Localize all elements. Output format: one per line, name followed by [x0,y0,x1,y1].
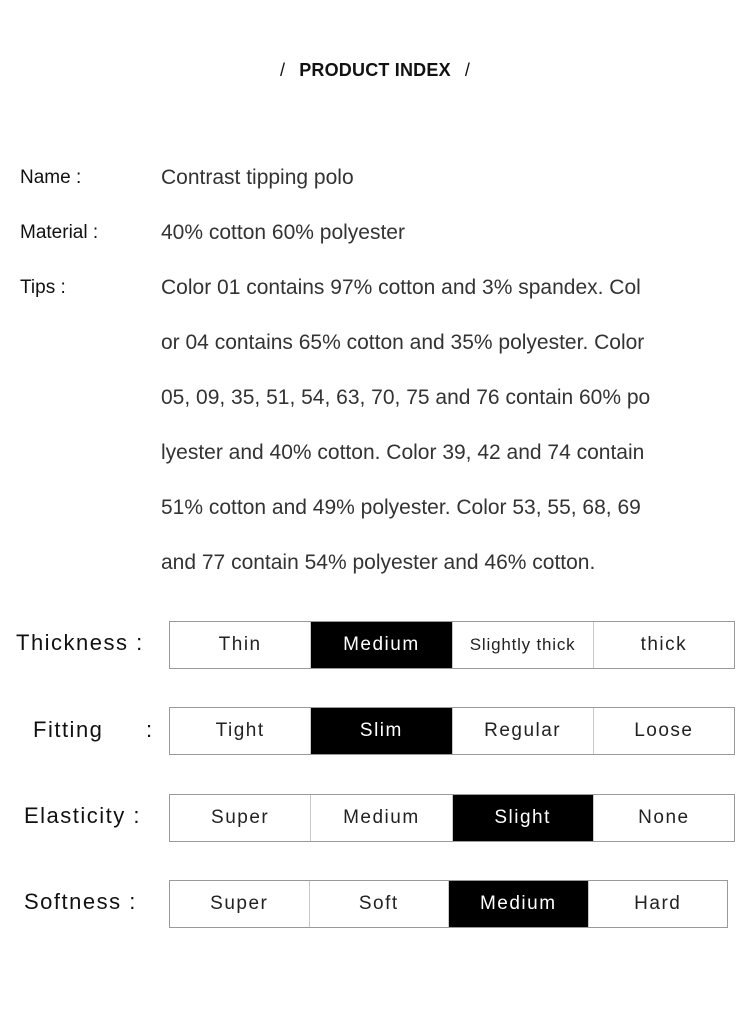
title-slash-left: / [279,60,286,80]
fitting-scale [169,707,735,755]
fitting-option-regular: Regular [453,708,594,754]
softness-option-super: Super [170,881,310,927]
title-slash-right: / [464,60,471,80]
softness-option-soft: Soft [310,881,450,927]
softness-scale [169,880,728,928]
thickness-option-slightly-thick: Slightly thick [453,622,594,668]
fitting-option-loose: Loose [634,720,694,741]
tips-label: Tips : [20,277,66,298]
title-text: PRODUCT INDEX [299,60,451,80]
softness-option-hard: Hard [634,893,682,914]
softness-label: Softness : [24,889,137,914]
tips-line: and 77 contain 54% polyester and 46% cotton. [161,551,596,574]
tips-line: lyester and 40% cotton. Color 39, 42 and 74 contain [161,441,645,464]
thickness-option-thick: thick [640,634,688,655]
tips-line: 51% cotton and 49% polyester. Color 53, 55, 68, 69 [161,496,641,519]
softness-option-medium: Medium [449,881,589,927]
elasticity-option-slight: Slight [453,795,594,841]
tips-line: Color 01 contains 97% cotton and 3% spandex. Col [161,276,641,299]
elasticity-label: Elasticity : [24,803,142,828]
thickness-option-medium: Medium [311,622,452,668]
page-title [0,60,750,81]
fitting-option-slim: Slim [311,708,452,754]
fitting-colon: : [146,717,154,742]
elasticity-scale [169,794,735,842]
name-value: Contrast tipping polo [161,166,354,189]
tips-line: or 04 contains 65% cotton and 35% polyester. Color [161,331,645,354]
tips-line: 05, 09, 35, 51, 54, 63, 70, 75 and 76 contain 60% po [161,386,651,409]
thickness-scale [169,621,735,669]
thickness-label: Thickness : [16,630,144,655]
name-label: Name : [20,167,82,188]
fitting-option-tight: Tight [170,708,311,754]
fitting-label: Fitting [33,717,104,742]
elasticity-option-super: Super [170,795,311,841]
thickness-option-thin: Thin [170,622,311,668]
elasticity-option-none: None [638,807,690,828]
elasticity-option-medium: Medium [311,795,452,841]
material-value: 40% cotton 60% polyester [161,221,405,244]
material-label: Material : [20,222,99,243]
